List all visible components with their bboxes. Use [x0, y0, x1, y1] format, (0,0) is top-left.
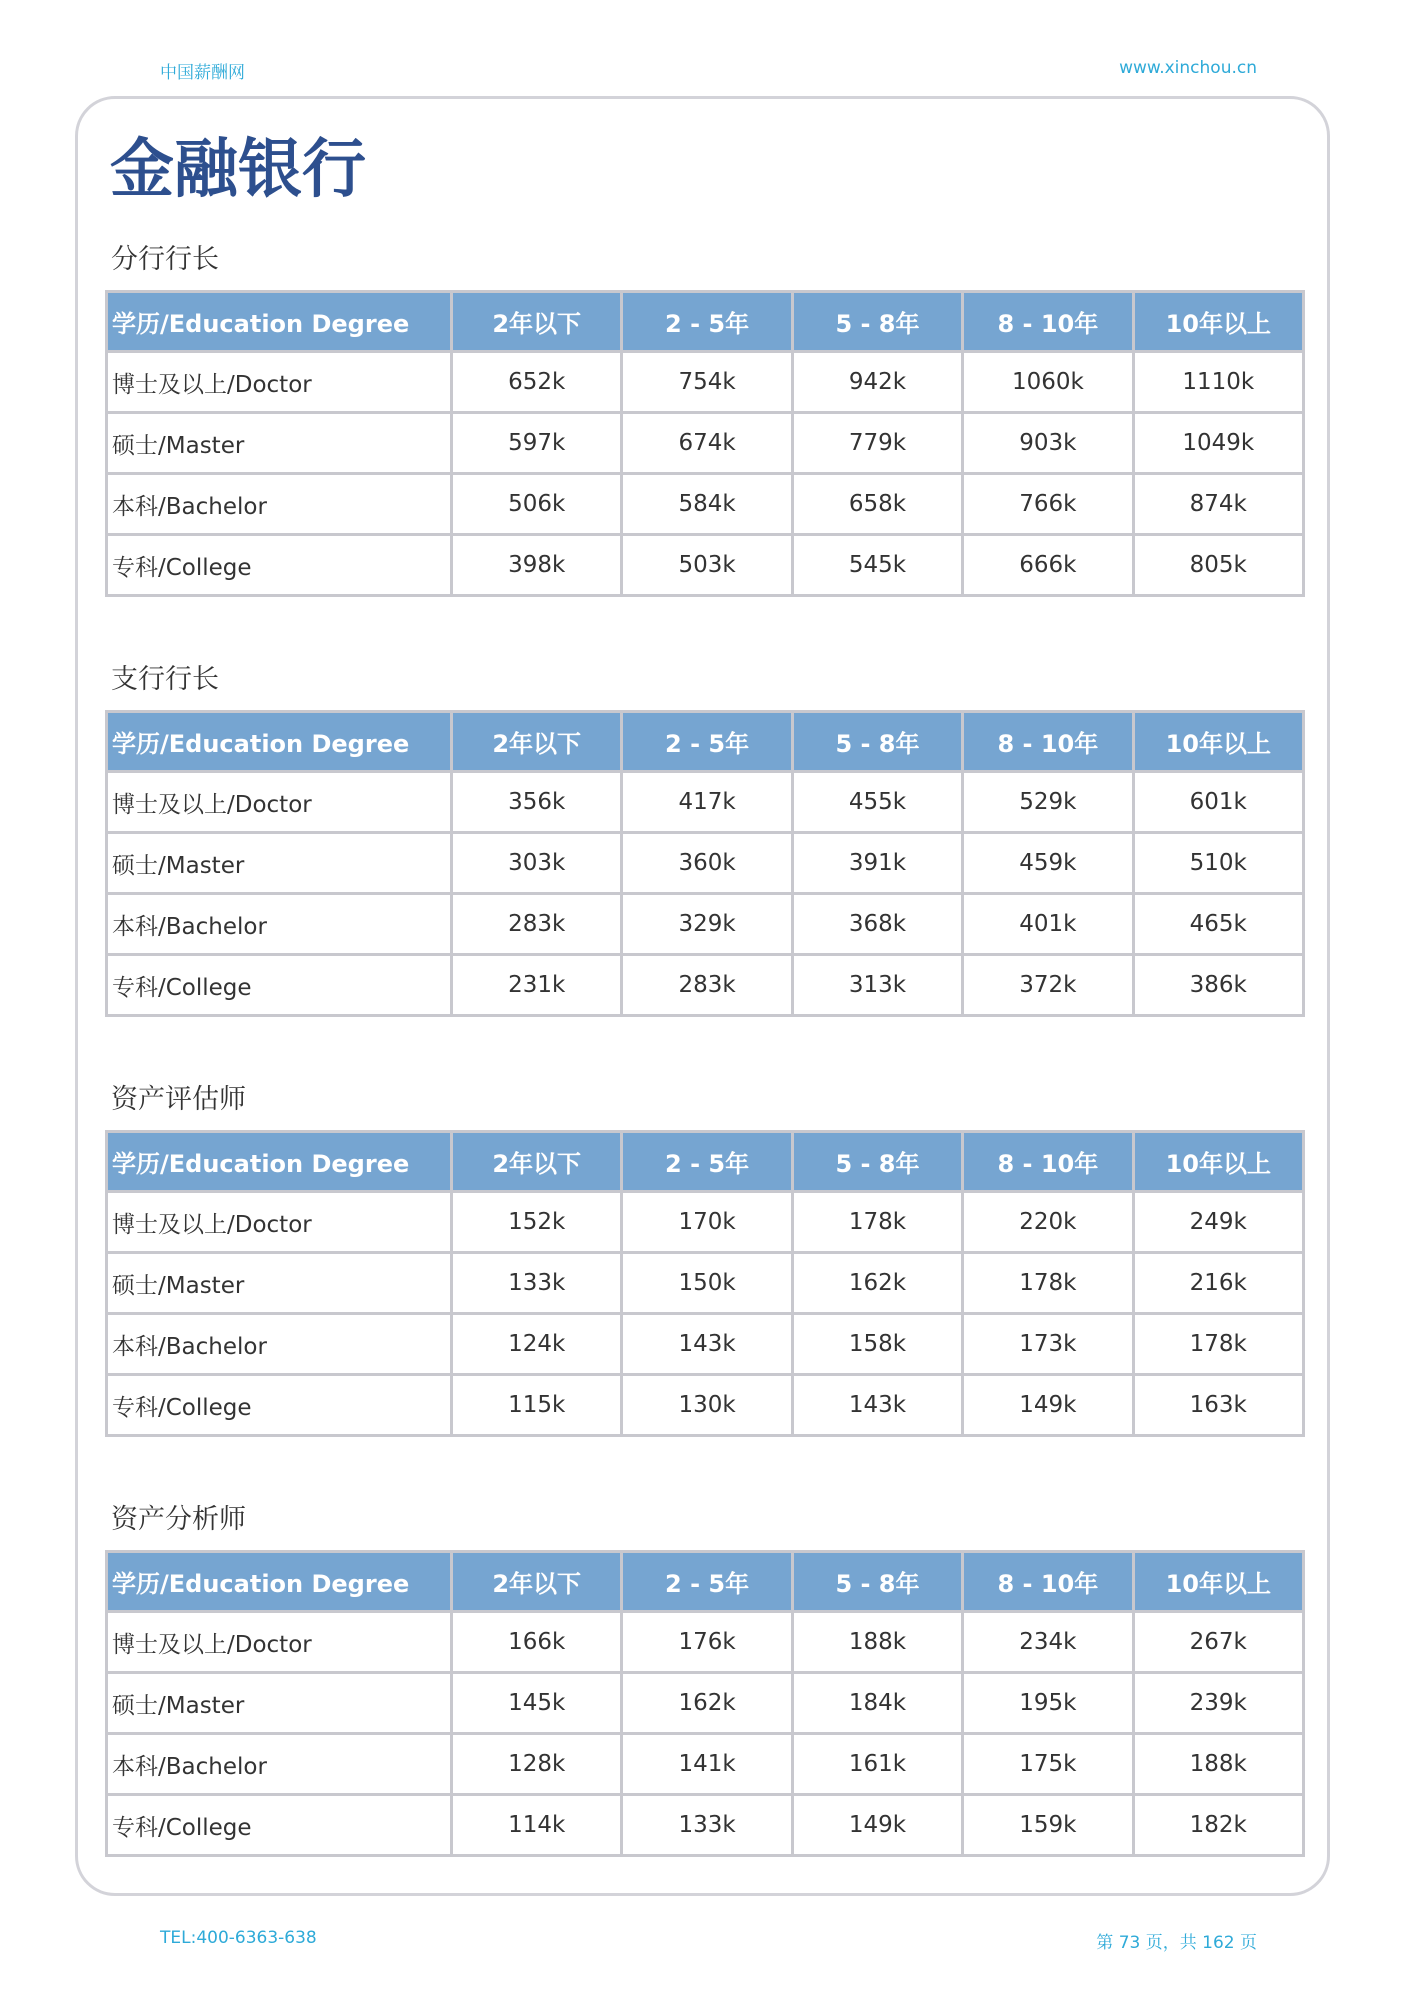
salary-cell: 173k: [963, 1314, 1133, 1375]
column-header: 2 - 5年: [622, 292, 792, 352]
table-row: [107, 352, 1304, 413]
salary-cell: 283k: [622, 955, 792, 1016]
column-header: 2年以下: [452, 712, 622, 772]
salary-cell: 1110k: [1133, 352, 1303, 413]
salary-cell: 584k: [622, 474, 792, 535]
salary-cell: 150k: [622, 1253, 792, 1314]
salary-cell: 161k: [792, 1734, 962, 1795]
salary-cell: 465k: [1133, 894, 1303, 955]
salary-cell: 149k: [792, 1795, 962, 1856]
column-header: 2年以下: [452, 1132, 622, 1192]
salary-cell: 283k: [452, 894, 622, 955]
column-header: 2 - 5年: [622, 1552, 792, 1612]
salary-cell: 455k: [792, 772, 962, 833]
salary-cell: 303k: [452, 833, 622, 894]
salary-cell: 658k: [792, 474, 962, 535]
salary-cell: 178k: [792, 1192, 962, 1253]
salary-cell: 417k: [622, 772, 792, 833]
column-header: 学历/Education Degree: [107, 1132, 452, 1192]
table-header-row: [107, 712, 1304, 772]
table-header-row: [107, 1552, 1304, 1612]
salary-cell: 162k: [792, 1253, 962, 1314]
table-row: [107, 1734, 1304, 1795]
column-header: 5 - 8年: [792, 712, 962, 772]
salary-section: [105, 660, 1305, 1017]
degree-cell: 硕士/Master: [107, 833, 452, 894]
salary-cell: 166k: [452, 1612, 622, 1673]
salary-cell: 133k: [622, 1795, 792, 1856]
page-title: 金融银行: [110, 133, 366, 207]
degree-cell: 博士及以上/Doctor: [107, 352, 452, 413]
salary-cell: 360k: [622, 833, 792, 894]
salary-cell: 184k: [792, 1673, 962, 1734]
salary-cell: 143k: [792, 1375, 962, 1436]
degree-cell: 本科/Bachelor: [107, 1734, 452, 1795]
salary-cell: 401k: [963, 894, 1133, 955]
salary-cell: 674k: [622, 413, 792, 474]
degree-cell: 博士及以上/Doctor: [107, 772, 452, 833]
degree-cell: 博士及以上/Doctor: [107, 1612, 452, 1673]
salary-section: [105, 1080, 1305, 1437]
salary-cell: 178k: [1133, 1314, 1303, 1375]
salary-cell: 220k: [963, 1192, 1133, 1253]
salary-cell: 903k: [963, 413, 1133, 474]
salary-cell: 545k: [792, 535, 962, 596]
salary-cell: 178k: [963, 1253, 1133, 1314]
column-header: 学历/Education Degree: [107, 292, 452, 352]
salary-cell: 652k: [452, 352, 622, 413]
salary-cell: 766k: [963, 474, 1133, 535]
salary-cell: 231k: [452, 955, 622, 1016]
column-header: 5 - 8年: [792, 1552, 962, 1612]
degree-cell: 专科/College: [107, 1795, 452, 1856]
degree-cell: 本科/Bachelor: [107, 1314, 452, 1375]
column-header: 学历/Education Degree: [107, 1552, 452, 1612]
table-header-row: [107, 1132, 1304, 1192]
salary-section: [105, 1500, 1305, 1857]
degree-cell: 本科/Bachelor: [107, 894, 452, 955]
header-site-url[interactable]: www.xinchou.cn: [1119, 58, 1257, 78]
table-row: [107, 1795, 1304, 1856]
salary-table: [105, 1550, 1305, 1857]
salary-cell: 143k: [622, 1314, 792, 1375]
salary-cell: 234k: [963, 1612, 1133, 1673]
table-row: [107, 1192, 1304, 1253]
column-header: 8 - 10年: [963, 1132, 1133, 1192]
section-title: 资产评估师: [111, 1084, 246, 1115]
salary-cell: 124k: [452, 1314, 622, 1375]
table-row: [107, 1673, 1304, 1734]
salary-cell: 267k: [1133, 1612, 1303, 1673]
salary-cell: 398k: [452, 535, 622, 596]
salary-cell: 249k: [1133, 1192, 1303, 1253]
column-header: 10年以上: [1133, 712, 1303, 772]
column-header: 8 - 10年: [963, 292, 1133, 352]
degree-cell: 博士及以上/Doctor: [107, 1192, 452, 1253]
salary-cell: 1060k: [963, 352, 1133, 413]
salary-table: [105, 710, 1305, 1017]
section-title: 支行行长: [111, 664, 219, 695]
salary-cell: 216k: [1133, 1253, 1303, 1314]
salary-section: [105, 240, 1305, 597]
salary-cell: 163k: [1133, 1375, 1303, 1436]
salary-cell: 779k: [792, 413, 962, 474]
table-row: [107, 772, 1304, 833]
salary-cell: 195k: [963, 1673, 1133, 1734]
salary-cell: 529k: [963, 772, 1133, 833]
column-header: 10年以上: [1133, 1132, 1303, 1192]
footer-phone: TEL:400-6363-638: [160, 1928, 317, 1948]
salary-cell: 149k: [963, 1375, 1133, 1436]
salary-cell: 597k: [452, 413, 622, 474]
salary-cell: 182k: [1133, 1795, 1303, 1856]
salary-cell: 188k: [1133, 1734, 1303, 1795]
salary-cell: 239k: [1133, 1673, 1303, 1734]
salary-cell: 805k: [1133, 535, 1303, 596]
salary-table: [105, 290, 1305, 597]
section-title: 资产分析师: [111, 1504, 246, 1535]
salary-cell: 158k: [792, 1314, 962, 1375]
degree-cell: 硕士/Master: [107, 1673, 452, 1734]
column-header: 8 - 10年: [963, 1552, 1133, 1612]
salary-cell: 666k: [963, 535, 1133, 596]
table-header-row: [107, 292, 1304, 352]
table-row: [107, 474, 1304, 535]
degree-cell: 本科/Bachelor: [107, 474, 452, 535]
column-header: 10年以上: [1133, 292, 1303, 352]
degree-cell: 专科/College: [107, 535, 452, 596]
salary-cell: 141k: [622, 1734, 792, 1795]
salary-cell: 1049k: [1133, 413, 1303, 474]
salary-cell: 368k: [792, 894, 962, 955]
salary-cell: 188k: [792, 1612, 962, 1673]
column-header: 5 - 8年: [792, 292, 962, 352]
salary-cell: 152k: [452, 1192, 622, 1253]
degree-cell: 专科/College: [107, 955, 452, 1016]
salary-cell: 145k: [452, 1673, 622, 1734]
salary-cell: 175k: [963, 1734, 1133, 1795]
salary-cell: 162k: [622, 1673, 792, 1734]
column-header: 10年以上: [1133, 1552, 1303, 1612]
column-header: 2 - 5年: [622, 1132, 792, 1192]
salary-table: [105, 1130, 1305, 1437]
salary-cell: 115k: [452, 1375, 622, 1436]
table-row: [107, 1253, 1304, 1314]
table-row: [107, 894, 1304, 955]
table-row: [107, 1612, 1304, 1673]
salary-cell: 176k: [622, 1612, 792, 1673]
table-row: [107, 1314, 1304, 1375]
column-header: 2 - 5年: [622, 712, 792, 772]
degree-cell: 硕士/Master: [107, 1253, 452, 1314]
salary-cell: 159k: [963, 1795, 1133, 1856]
column-header: 8 - 10年: [963, 712, 1133, 772]
section-title: 分行行长: [111, 244, 219, 275]
table-row: [107, 535, 1304, 596]
salary-cell: 874k: [1133, 474, 1303, 535]
salary-cell: 503k: [622, 535, 792, 596]
degree-cell: 专科/College: [107, 1375, 452, 1436]
header-site-name: 中国薪酬网: [160, 63, 245, 83]
salary-cell: 356k: [452, 772, 622, 833]
salary-cell: 133k: [452, 1253, 622, 1314]
degree-cell: 硕士/Master: [107, 413, 452, 474]
column-header: 2年以下: [452, 292, 622, 352]
salary-cell: 386k: [1133, 955, 1303, 1016]
salary-cell: 459k: [963, 833, 1133, 894]
salary-cell: 114k: [452, 1795, 622, 1856]
salary-cell: 170k: [622, 1192, 792, 1253]
table-row: [107, 955, 1304, 1016]
column-header: 2年以下: [452, 1552, 622, 1612]
column-header: 学历/Education Degree: [107, 712, 452, 772]
salary-cell: 372k: [963, 955, 1133, 1016]
salary-cell: 506k: [452, 474, 622, 535]
salary-cell: 601k: [1133, 772, 1303, 833]
salary-cell: 510k: [1133, 833, 1303, 894]
salary-cell: 128k: [452, 1734, 622, 1795]
salary-cell: 754k: [622, 352, 792, 413]
table-row: [107, 833, 1304, 894]
salary-cell: 313k: [792, 955, 962, 1016]
column-header: 5 - 8年: [792, 1132, 962, 1192]
footer-page-number: 第 73 页，共 162 页: [1096, 1933, 1257, 1953]
table-row: [107, 413, 1304, 474]
salary-cell: 391k: [792, 833, 962, 894]
salary-cell: 130k: [622, 1375, 792, 1436]
salary-cell: 942k: [792, 352, 962, 413]
table-row: [107, 1375, 1304, 1436]
salary-cell: 329k: [622, 894, 792, 955]
